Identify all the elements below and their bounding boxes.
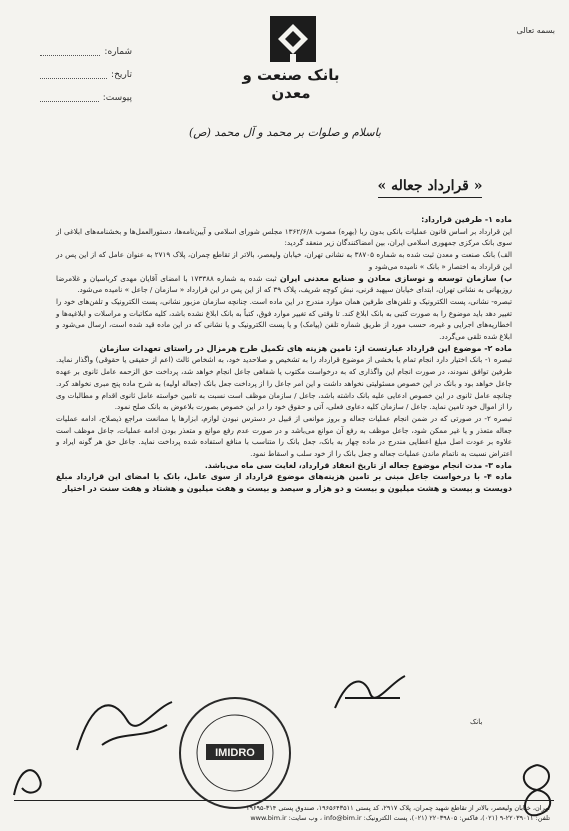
meta-date-label: تاریخ: — [111, 69, 132, 80]
signature-2 — [330, 668, 410, 718]
salawat-line: باسلام و صلوات بر محمد و آل محمد (ص) — [189, 126, 381, 139]
letter-meta — [40, 40, 132, 109]
meta-attachment — [40, 86, 132, 109]
meta-number — [40, 40, 132, 63]
note-2-2-paragraph: تبصره ۲- در صورتی که در ضمن انجام عملیات جعاله و بروز موانعی از قبیل در دسترس نبودن لوازم، ابزارها یا ممانعت مراجع ذیصلاح، ادامه عملیات جعاله متعذر و یا غیر ممکن شود، جاعل موظف به رفع آن موانع می‌باشد و در صورت عدم رفع موانع و متعذر بودن ادامه عملیات، جاعل موظف است علاوه بر عودت اصل مبلغ اعطایی مندرج در ماده چهار به بانک، جعل بانک را متناسب با منافع استفاده شده پرداخت نماید. جاعل حق هر گونه ایراد و اعتراض نسبت به ناتمام ماندن عملیات جعاله و جعل بانک را از خود سلب و اسقاط نمود. — [56, 413, 512, 459]
meta-attachment-label: پیوست: — [102, 92, 132, 103]
top-invocation: بسمه تعالی — [516, 26, 555, 35]
party-a-paragraph: الف) بانک صنعت و معدن ثبت شده به شماره ۳۸۷۰۵ به نشانی تهران، خیابان ولیعصر، بالاتر از تقاطع چمران، پلاک ۲۷۱۹ به عنوان عامل که از این پس در این قرارداد به اختصار « بانک » نامیده می‌شود و — [56, 250, 512, 271]
footer-divider — [14, 800, 554, 801]
meta-attachment-line — [40, 93, 99, 102]
signature-1 — [72, 690, 182, 760]
meta-date-line — [40, 70, 107, 79]
organization-seal — [176, 694, 294, 812]
title-underline — [378, 197, 482, 198]
party-b-name: ب) سازمان توسعه و نوسازی معادن و صنایع معدنی ایران — [279, 273, 512, 283]
bank-name: بانک صنعت و معدن — [242, 66, 340, 102]
intro-paragraph: این قرارداد بر اساس قانون عملیات بانکی بدون ربا (بهره) مصوب ۱۳۶۲/۶/۸ مجلس شورای اسلامی و آیین‌نامه‌ها، دستورالعمل‌ها و بخشنامه‌های ابلاغی از سوی بانک مرکزی جمهوری اسلامی ایران، بین امضاکنندگان زیر منعقد گردید: — [56, 226, 512, 248]
article-2-heading: ماده ۲- موضوع این قرارداد عبارتست از: تامین هزینه های تکمیل طرح هرمزال در راستای تعهدات سازمان — [99, 343, 512, 353]
signature-3 — [10, 760, 50, 800]
document-title: « قرارداد جعاله » — [377, 178, 483, 194]
seal-logo-text: IMIDRO — [215, 747, 255, 759]
article-4-intro: ماده ۴- با درخواست جاعل مبنی بر تامین هزینه‌های موضوع قرارداد از سوی عامل، بانک با امضای این قرارداد مبلغ — [56, 472, 512, 482]
article-1-heading: ماده ۱- طرفین قرارداد: — [421, 215, 512, 224]
meta-number-line — [40, 47, 100, 56]
meta-number-label: شماره: — [104, 46, 132, 57]
meta-date — [40, 63, 132, 86]
bank-signature-label: بانک — [470, 718, 483, 726]
note-1-paragraph: تبصره- نشانی، پست الکترونیک و تلفن‌های طرفین همان موارد مندرج در این ماده است. چنانچه سازمان مزبور نشانی، پست الکترونیک و تلفن‌های خود را تغییر دهد باید موضوع را به صورت کتبی به بانک ابلاغ کند. تا وقتی که تغییر موارد فوق، کتباً به بانک ابلاغ نشده باشد، کلیه مکاتبات و مراسلات و ابلاغیه‌ها و اخطاریه‌های اجرایی و غیره، حسب مورد از طریق شماره تلفن (پیامک) و یا پست الکترونیک و یا نشانی که در این ماده قید شده است، ارسال می‌شود و ابلاغ شده تلقی می‌گردد. — [56, 296, 512, 342]
note-2-1-paragraph: تبصره ۱- بانک اختیار دارد انجام تمام یا بخشی از موضوع قرارداد را به تشخیص و صلاحدید خود، به اشخاص ثالث (اعم از حقیقی یا حقوقی) واگذار نماید. طرفین توافق نمودند، در صورت انجام این واگذاری که به درخواست مکتوب یا شفاهی جاعل انجام خواهد شد، پرداخت حق الزحمه عامل ثانوی بر عهده جاعل خواهد بود و بانک در این خصوص مسئولیتی نخواهد داشت و این امر جاعل را از پرداخت جعل بانک (جعاله اولیه) به شرح ماده پنج مبری نخواهد کرد. چنانچه عامل ثانوی در این خصوص ادعایی علیه بانک داشته باشد، جاعل / سازمان موظف است نسبت به تامین خواسته عامل ثانوی اقدام و مطالبات وی را از اموال خود تامین نماید. جاعل / سازمان کلیه دعاوی فعلی، آتی و حقوق خود را در این خصوص بصورت بلاعوض به بانک صلح نمود. — [56, 355, 512, 412]
article-3-paragraph: ماده ۳- مدت انجام موضوع جعاله از تاریخ انعقاد قرارداد، لغایت سی ماه می‌باشد. — [204, 460, 512, 470]
party-b-paragraph: ثبت شده به شماره ۱۷۳۳۸۸ با امضای آقایان مهدی کرباسیان و غلامرضا روزبهانی به نشانی تهران، ابتدای خیابان سپهبد قرنی، نبش کوچه شریف، پلاک ۳۹ که از این پس در این قرارداد « سازمان / جاعل » نامیده می‌شود. — [56, 273, 512, 295]
footer — [120, 803, 550, 823]
bank-logo-icon — [266, 14, 320, 66]
contract-body — [56, 214, 512, 495]
footer-contact: تلفن: ۲۲۰۳۹۰۱۱-۹ (۰۲۱)، فاکس: ۲۲۰۳۹۸۰۵ (۰۲۱)، پست الکترونیک: info@bim.ir ، وب سایت: www.bim.ir — [250, 814, 550, 822]
article-4-amount: دویست و بیست و هشت میلیون و بیست و دو هزار و سیصد و بیست و هفت میلیون و هشتاد و هفت سنت در اختیار — [62, 484, 512, 494]
footer-address: تهران، خیابان ولیعصر، بالاتر از تقاطع شهید چمران، پلاک ۲۹۱۷، کد پستی ۱۹۶۵۶۴۳۵۱۱، صندوق پستی ۳۱۴-۱۹۶۹۵ — [246, 804, 550, 812]
